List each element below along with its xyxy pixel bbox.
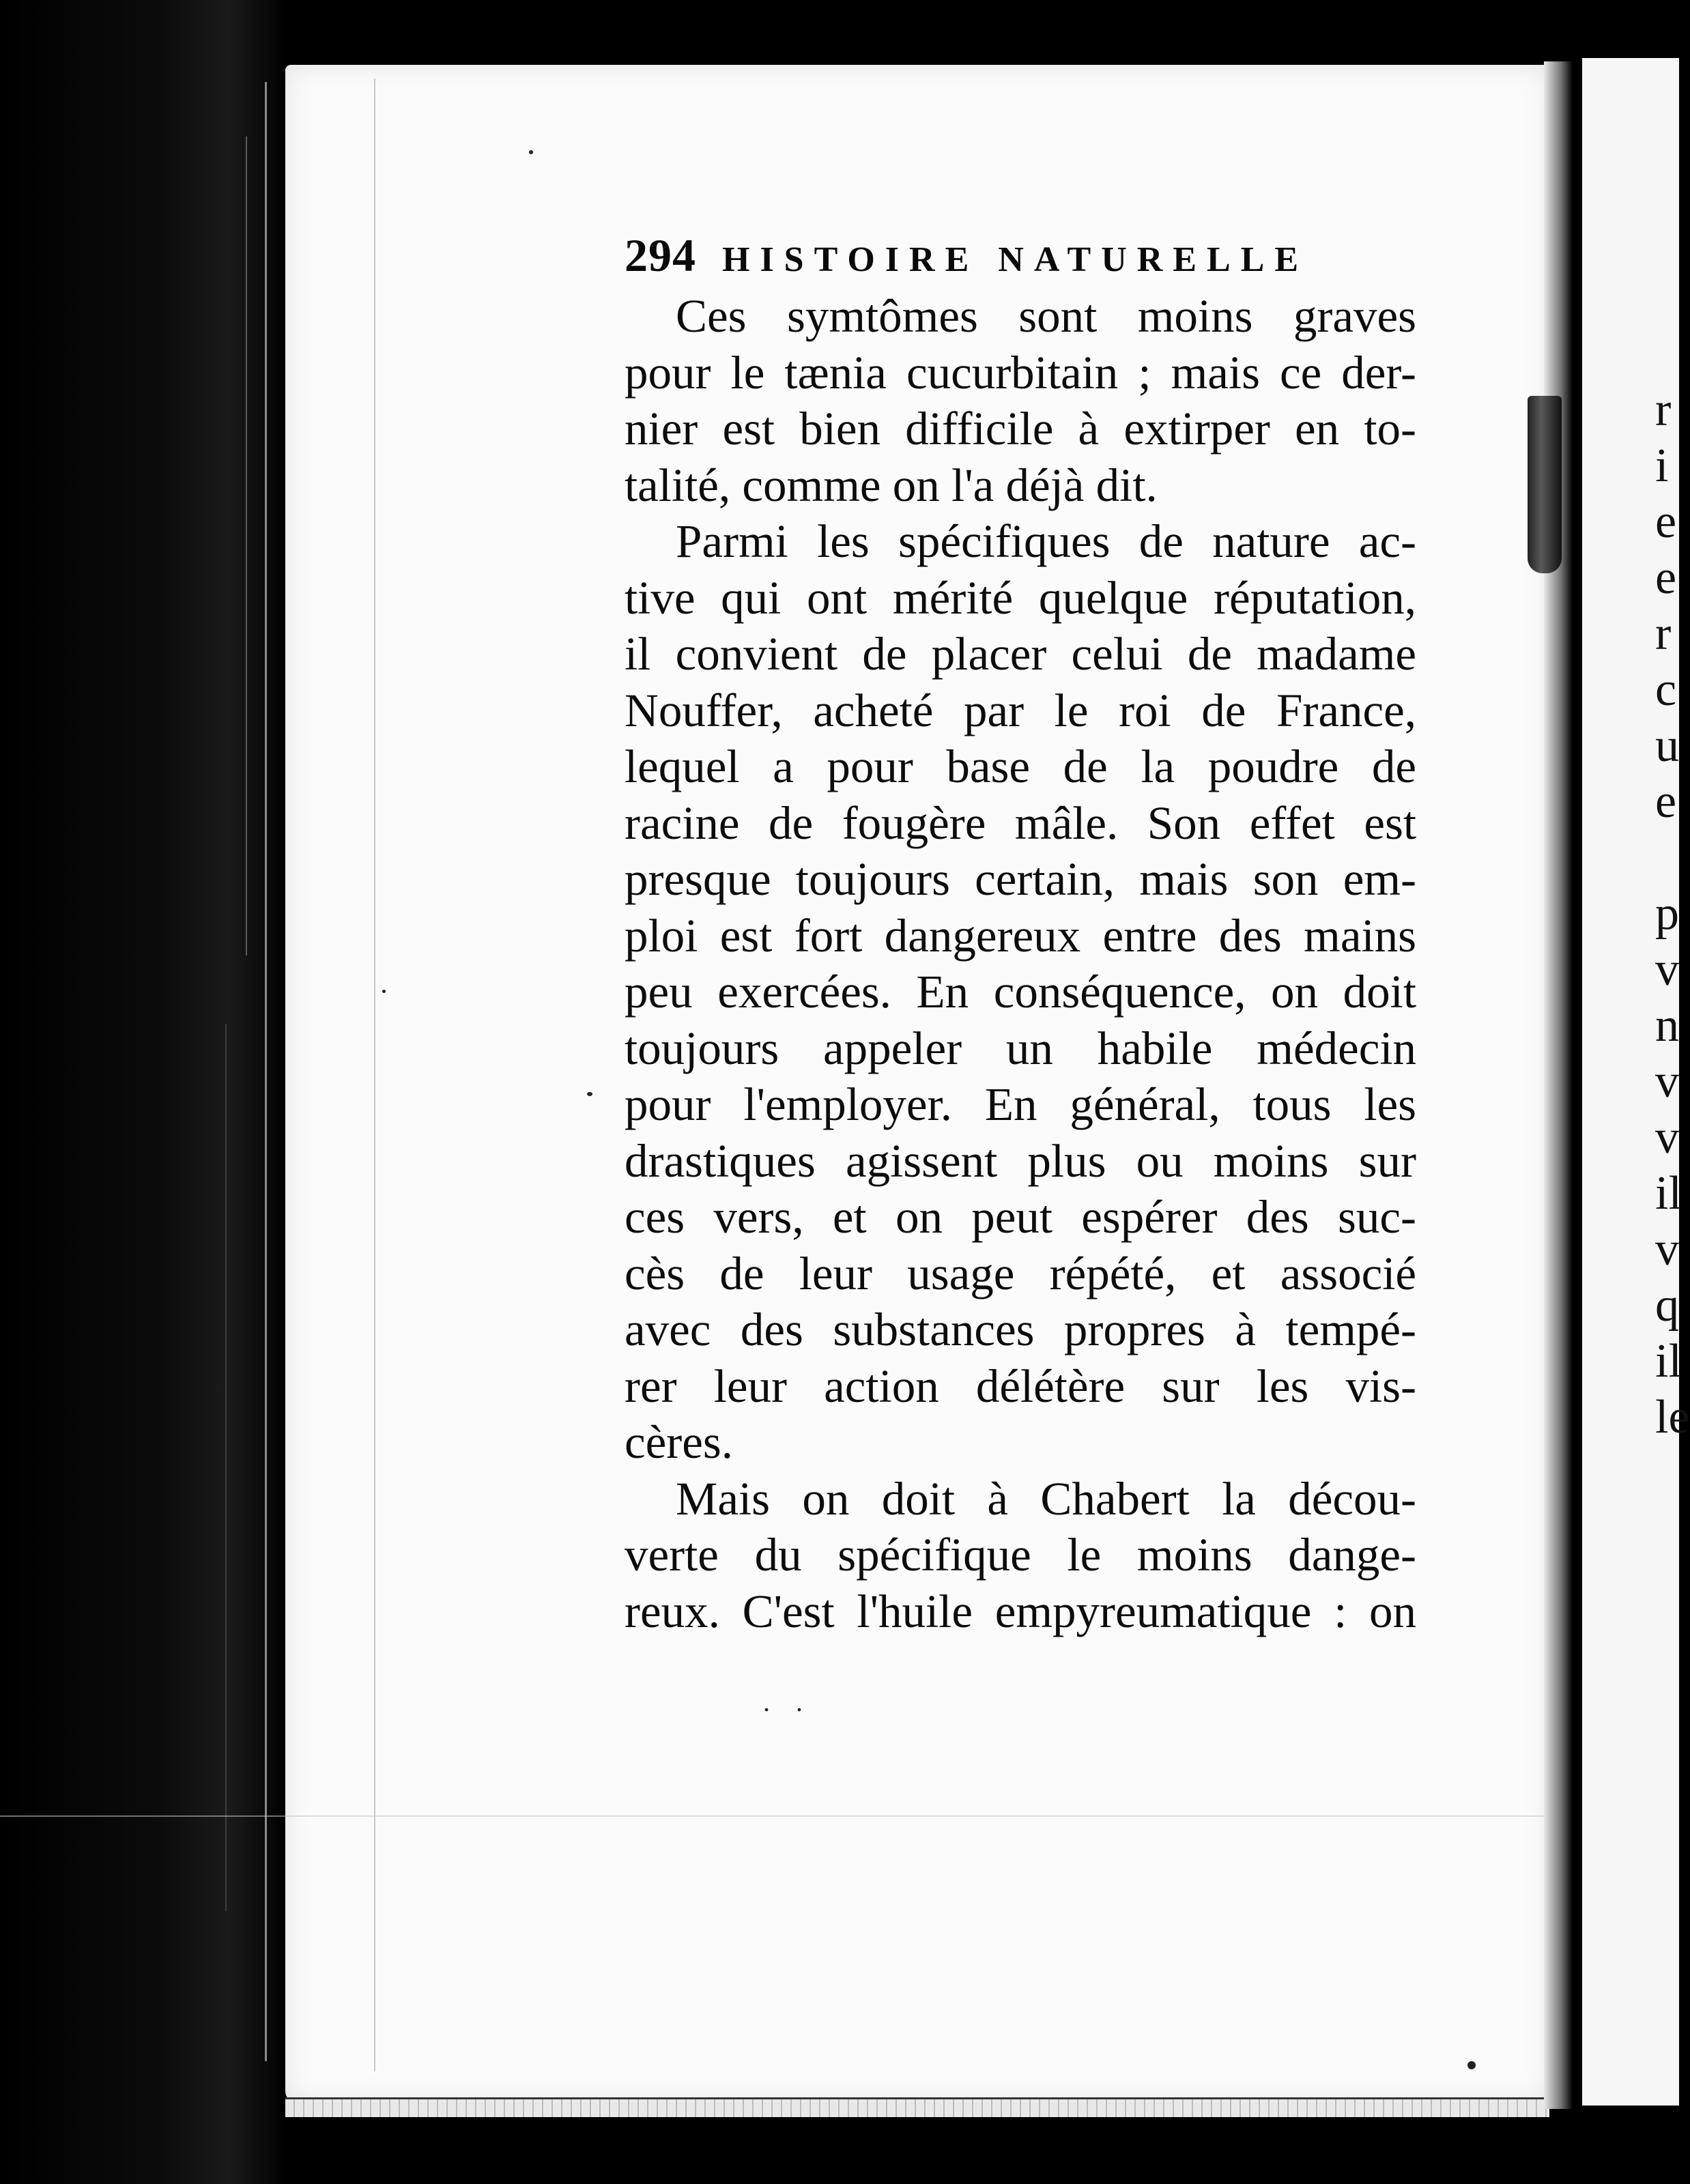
text-line: Parmi les spécifiques de nature ac- bbox=[676, 515, 1416, 567]
running-title: HISTOIRE NATURELLE bbox=[722, 240, 1309, 279]
text-line: rer leur action délétère sur les vis- bbox=[625, 1360, 1416, 1412]
scan-artifact-line bbox=[0, 1815, 1679, 1817]
scan-speck bbox=[529, 150, 533, 154]
facing-page-fragment: p bbox=[1655, 887, 1679, 940]
book-binding-edge bbox=[0, 0, 287, 2184]
text-line: racine de fougère mâle. Son effet est bbox=[625, 796, 1416, 849]
page-number: 294 bbox=[625, 229, 696, 281]
catchword-marks: . . bbox=[763, 1686, 812, 1717]
text-line: peu exercées. En conséquence, on doit bbox=[625, 966, 1416, 1018]
text-line: tive qui ont mérité quelque réputation, bbox=[625, 571, 1416, 624]
text-line: talité, comme on l'a déjà dit. bbox=[625, 459, 1158, 511]
text-line: drastiques agissent plus ou moins sur bbox=[625, 1134, 1416, 1187]
scan-speck bbox=[1467, 2061, 1476, 2069]
bookmark-ribbon bbox=[1528, 396, 1562, 573]
facing-page-fragment: r bbox=[1655, 384, 1672, 436]
facing-page-fragment: r bbox=[1655, 607, 1672, 660]
page-bottom-edge bbox=[285, 2097, 1549, 2117]
text-line: lequel a pour base de la poudre de bbox=[625, 741, 1416, 792]
text-line: nier est bien difficile à extirper en to- bbox=[625, 403, 1416, 455]
facing-page-fragment: il bbox=[1655, 1335, 1682, 1388]
facing-page-text bbox=[1655, 382, 1690, 1446]
facing-page-fragment: e bbox=[1655, 495, 1677, 548]
text-line: pour le tænia cucurbitain ; mais ce der- bbox=[625, 346, 1416, 399]
facing-page-fragment bbox=[1655, 830, 1682, 886]
text-line: cères. bbox=[625, 1416, 733, 1468]
facing-page-fragment: il bbox=[1655, 1167, 1682, 1220]
text-line: ploi est fort dangereux entre des mains bbox=[625, 909, 1416, 962]
text-line: verte du spécifique le moins dange- bbox=[625, 1529, 1416, 1581]
facing-page-fragment: v bbox=[1655, 1111, 1679, 1164]
text-line: reux. C'est l'huile empyreumatique : on bbox=[625, 1585, 1416, 1637]
body-text bbox=[625, 288, 1416, 1639]
facing-page-fragment: v bbox=[1655, 943, 1679, 996]
text-line: avec des substances propres à tempé- bbox=[625, 1304, 1416, 1355]
facing-page-fragment: e bbox=[1655, 551, 1677, 604]
scan-speck bbox=[587, 1092, 592, 1096]
text-line: pour l'employer. En général, tous les bbox=[625, 1078, 1416, 1130]
facing-page-fragment: le bbox=[1655, 1391, 1690, 1443]
facing-page-fragment: q bbox=[1655, 1279, 1679, 1332]
facing-page-fragment: i bbox=[1655, 440, 1669, 492]
text-line: ces vers, et on peut espérer des suc- bbox=[625, 1191, 1416, 1243]
page-margin-rule bbox=[374, 78, 375, 2071]
text-line: toujours appeler un habile médecin bbox=[625, 1022, 1416, 1074]
text-line: cès de leur usage répété, et associé bbox=[625, 1247, 1416, 1299]
text-line: il convient de placer celui de madame bbox=[625, 628, 1416, 680]
facing-page-fragment: n bbox=[1655, 999, 1679, 1052]
facing-page-fragment: c bbox=[1655, 663, 1677, 716]
text-line: Nouffer, acheté par le roi de France, bbox=[625, 684, 1416, 736]
text-line: Ces symtômes sont moins graves bbox=[676, 290, 1416, 342]
text-line: presque toujours certain, mais son em- bbox=[625, 853, 1416, 905]
running-header bbox=[625, 229, 1309, 281]
facing-page-fragment: v bbox=[1655, 1223, 1679, 1276]
scan-speck bbox=[382, 990, 386, 993]
facing-page-fragment: e bbox=[1655, 775, 1677, 828]
text-line: Mais on doit à Chabert la décou- bbox=[676, 1472, 1416, 1525]
facing-page-fragment: v bbox=[1655, 1055, 1679, 1108]
facing-page-fragment: u bbox=[1655, 719, 1679, 772]
